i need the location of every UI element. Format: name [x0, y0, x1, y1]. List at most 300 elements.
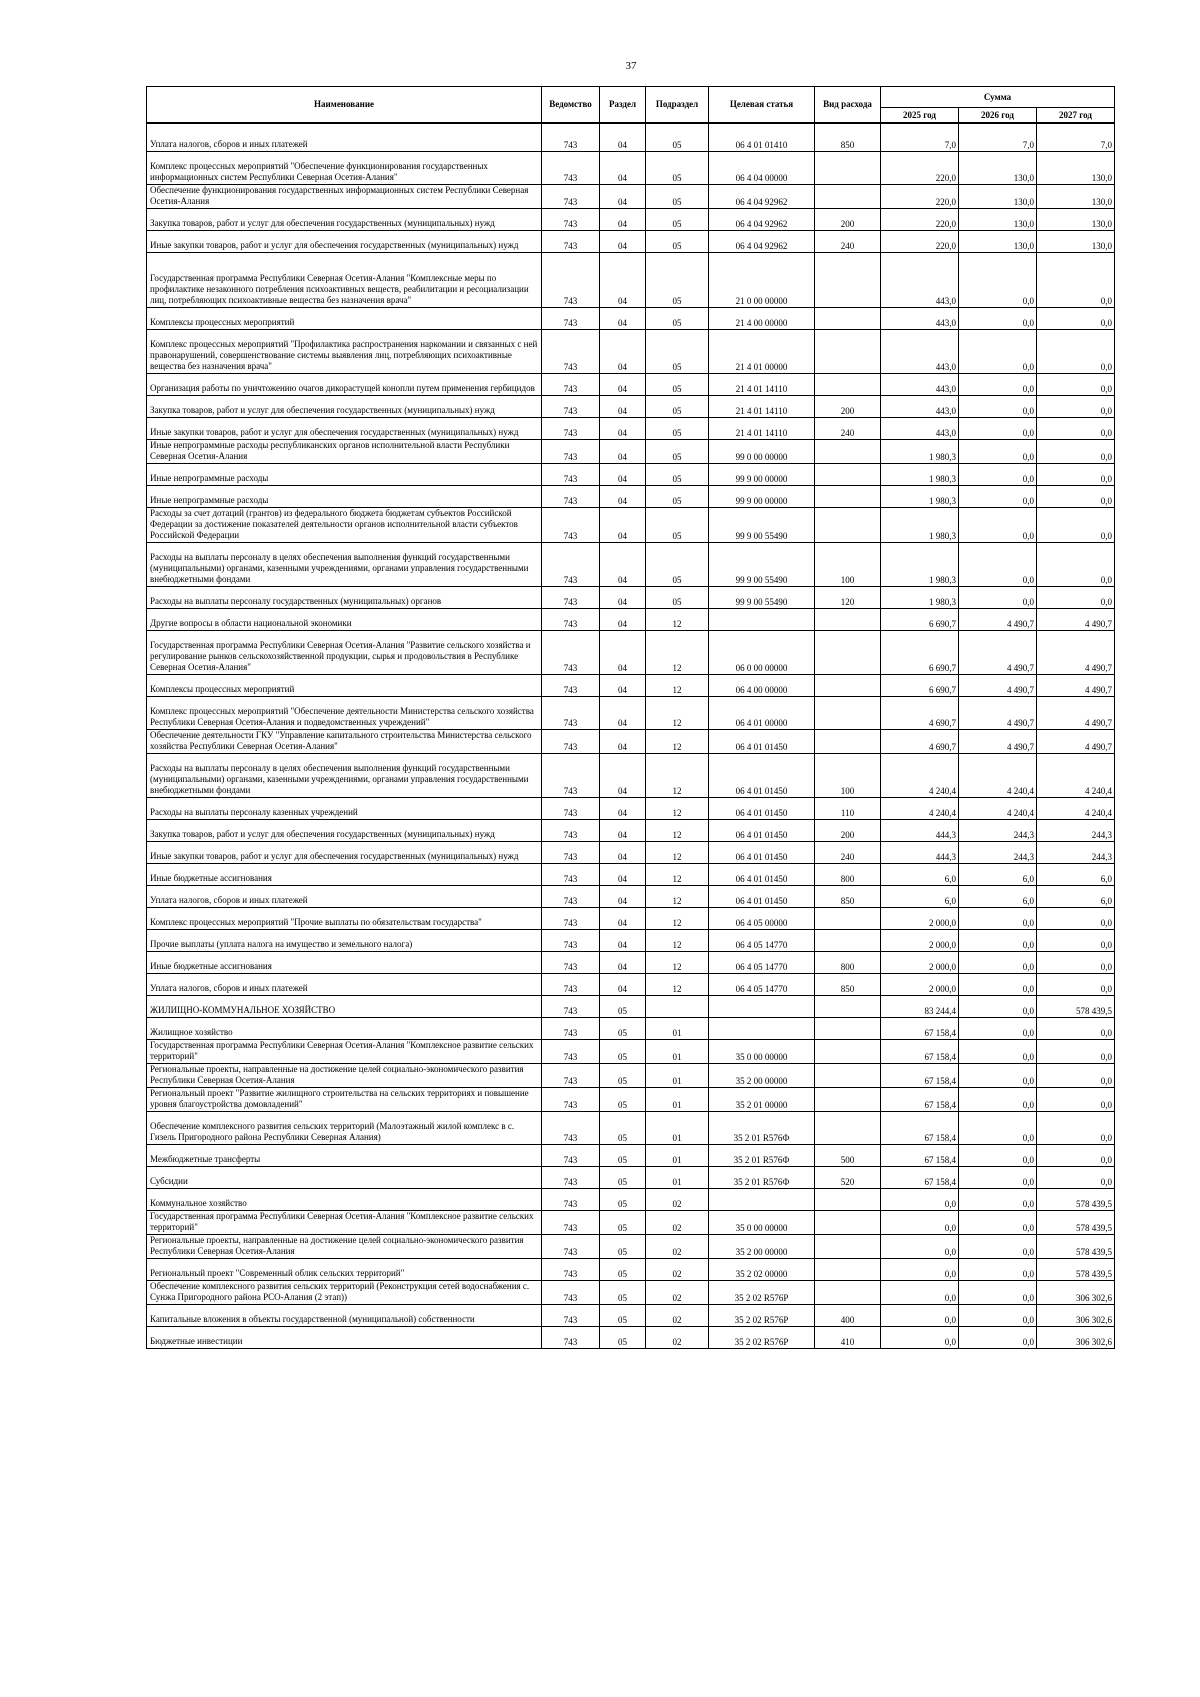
cell-subsection: 01: [646, 1017, 709, 1039]
cell-name: Обеспечение комплексного развития сельских территорий (Реконструкция сетей водоснабжения с. Сунжа Пригородного района РСО-Алания (2 этап)): [147, 1280, 542, 1304]
cell-section: 04: [600, 507, 646, 542]
cell-2025: 443,0: [881, 307, 959, 329]
table-row: [147, 1258, 1115, 1280]
cell-2027: 244,3: [1037, 841, 1115, 863]
cell-2025: 443,0: [881, 395, 959, 417]
cell-2026: 130,0: [959, 208, 1037, 230]
cell-name: Государственная программа Республики Северная Осетия-Алания "Комплексное развитие сельских территорий": [147, 1039, 542, 1063]
cell-2025: 220,0: [881, 230, 959, 252]
cell-2027: 0,0: [1037, 507, 1115, 542]
cell-target: 21 4 01 14110: [709, 417, 815, 439]
cell-2026: 0,0: [959, 485, 1037, 507]
cell-subsection: 12: [646, 674, 709, 696]
cell-2027: 0,0: [1037, 329, 1115, 373]
cell-dept: 743: [542, 608, 600, 630]
cell-type: [815, 252, 881, 307]
cell-2026: 0,0: [959, 395, 1037, 417]
table-row: [147, 485, 1115, 507]
cell-type: 800: [815, 863, 881, 885]
table-row: [147, 586, 1115, 608]
cell-dept: 743: [542, 1188, 600, 1210]
cell-2026: 0,0: [959, 1304, 1037, 1326]
cell-2027: 0,0: [1037, 907, 1115, 929]
table-row: [147, 1326, 1115, 1348]
cell-dept: 743: [542, 841, 600, 863]
header-dept: Ведомство: [542, 87, 600, 124]
cell-name: Межбюджетные трансферты: [147, 1144, 542, 1166]
cell-target: 06 0 00 00000: [709, 630, 815, 674]
cell-dept: 743: [542, 463, 600, 485]
table-row: [147, 1234, 1115, 1258]
cell-type: [815, 507, 881, 542]
cell-type: [815, 1188, 881, 1210]
table-row: [147, 819, 1115, 841]
cell-name: Комплексы процессных мероприятий: [147, 307, 542, 329]
cell-2027: 578 439,5: [1037, 1234, 1115, 1258]
cell-section: 04: [600, 929, 646, 951]
cell-2025: 7,0: [881, 123, 959, 151]
cell-2025: 444,3: [881, 819, 959, 841]
cell-dept: 743: [542, 885, 600, 907]
cell-subsection: 02: [646, 1188, 709, 1210]
cell-target: 99 9 00 55490: [709, 507, 815, 542]
cell-subsection: 12: [646, 841, 709, 863]
cell-2026: 0,0: [959, 463, 1037, 485]
cell-dept: 743: [542, 329, 600, 373]
cell-dept: 743: [542, 1087, 600, 1111]
cell-target: 99 9 00 00000: [709, 485, 815, 507]
cell-2025: 67 158,4: [881, 1017, 959, 1039]
cell-section: 04: [600, 395, 646, 417]
cell-2027: 4 490,7: [1037, 608, 1115, 630]
cell-target: 06 4 01 01450: [709, 753, 815, 797]
cell-target: 06 4 04 92962: [709, 230, 815, 252]
cell-2025: 0,0: [881, 1210, 959, 1234]
cell-subsection: 05: [646, 208, 709, 230]
cell-subsection: 05: [646, 230, 709, 252]
cell-section: 05: [600, 1280, 646, 1304]
cell-section: 04: [600, 184, 646, 208]
cell-target: [709, 1017, 815, 1039]
cell-dept: 743: [542, 951, 600, 973]
cell-2025: 4 240,4: [881, 753, 959, 797]
cell-2025: 67 158,4: [881, 1166, 959, 1188]
cell-2027: 578 439,5: [1037, 1210, 1115, 1234]
cell-dept: 743: [542, 151, 600, 184]
cell-2027: 7,0: [1037, 123, 1115, 151]
cell-type: 200: [815, 208, 881, 230]
cell-2025: 1 980,3: [881, 439, 959, 463]
cell-2025: 444,3: [881, 841, 959, 863]
cell-subsection: 12: [646, 951, 709, 973]
cell-type: 240: [815, 230, 881, 252]
cell-name: Государственная программа Республики Северная Осетия-Алания "Комплексное развитие сельских территорий": [147, 1210, 542, 1234]
cell-target: 06 4 04 92962: [709, 208, 815, 230]
cell-subsection: 02: [646, 1326, 709, 1348]
cell-section: 04: [600, 973, 646, 995]
table-row: [147, 1063, 1115, 1087]
table-row: [147, 951, 1115, 973]
cell-name: Субсидии: [147, 1166, 542, 1188]
cell-2025: 443,0: [881, 373, 959, 395]
cell-type: [815, 1234, 881, 1258]
cell-subsection: 01: [646, 1063, 709, 1087]
cell-target: 35 0 00 00000: [709, 1210, 815, 1234]
cell-subsection: 02: [646, 1258, 709, 1280]
cell-2026: 4 490,7: [959, 630, 1037, 674]
cell-section: 04: [600, 674, 646, 696]
cell-dept: 743: [542, 439, 600, 463]
cell-2027: 0,0: [1037, 1166, 1115, 1188]
cell-dept: 743: [542, 1017, 600, 1039]
cell-name: Обеспечение комплексного развития сельских территорий (Малоэтажный жилой комплекс в с. Гизель Пригородного района Республики Северная Алания): [147, 1111, 542, 1144]
cell-section: 05: [600, 1234, 646, 1258]
cell-name: Прочие выплаты (уплата налога на имущество и земельного налога): [147, 929, 542, 951]
cell-2026: 4 490,7: [959, 674, 1037, 696]
cell-section: 04: [600, 608, 646, 630]
cell-name: Иные закупки товаров, работ и услуг для обеспечения государственных (муниципальных) нужд: [147, 230, 542, 252]
cell-type: [815, 729, 881, 753]
cell-2025: 220,0: [881, 184, 959, 208]
cell-2027: 6,0: [1037, 863, 1115, 885]
cell-type: 100: [815, 753, 881, 797]
cell-type: 240: [815, 841, 881, 863]
cell-name: Уплата налогов, сборов и иных платежей: [147, 973, 542, 995]
table-row: [147, 973, 1115, 995]
cell-subsection: 12: [646, 797, 709, 819]
cell-target: 21 0 00 00000: [709, 252, 815, 307]
cell-subsection: 12: [646, 907, 709, 929]
cell-2027: 306 302,6: [1037, 1304, 1115, 1326]
table-row: [147, 1166, 1115, 1188]
cell-section: 05: [600, 1188, 646, 1210]
table-row: [147, 1017, 1115, 1039]
cell-2025: 0,0: [881, 1258, 959, 1280]
table-row: [147, 1210, 1115, 1234]
budget-table: [146, 86, 1115, 1349]
cell-section: 05: [600, 1304, 646, 1326]
cell-2025: 443,0: [881, 417, 959, 439]
cell-name: Коммунальное хозяйство: [147, 1188, 542, 1210]
cell-2027: 0,0: [1037, 1111, 1115, 1144]
cell-2027: 306 302,6: [1037, 1280, 1115, 1304]
cell-target: 06 4 05 00000: [709, 907, 815, 929]
cell-2027: 6,0: [1037, 885, 1115, 907]
cell-type: 240: [815, 417, 881, 439]
cell-target: 06 4 05 14770: [709, 951, 815, 973]
cell-type: [815, 329, 881, 373]
cell-dept: 743: [542, 507, 600, 542]
table-row: [147, 463, 1115, 485]
cell-target: 99 9 00 55490: [709, 586, 815, 608]
cell-subsection: 05: [646, 507, 709, 542]
cell-type: [815, 307, 881, 329]
table-row: [147, 507, 1115, 542]
cell-target: 35 2 00 00000: [709, 1234, 815, 1258]
cell-target: 35 2 01 R576Ф: [709, 1144, 815, 1166]
cell-target: [709, 1188, 815, 1210]
cell-name: Региональные проекты, направленные на достижение целей социально-экономического развития Республики Северная Осетия-Алания: [147, 1063, 542, 1087]
cell-subsection: 12: [646, 885, 709, 907]
cell-subsection: 05: [646, 439, 709, 463]
cell-type: 850: [815, 885, 881, 907]
cell-2025: 67 158,4: [881, 1087, 959, 1111]
cell-section: 04: [600, 230, 646, 252]
cell-section: 05: [600, 1111, 646, 1144]
cell-2027: 0,0: [1037, 373, 1115, 395]
cell-section: 04: [600, 463, 646, 485]
cell-type: [815, 674, 881, 696]
cell-section: 04: [600, 630, 646, 674]
cell-subsection: 02: [646, 1280, 709, 1304]
cell-section: 04: [600, 485, 646, 507]
cell-dept: 743: [542, 485, 600, 507]
cell-subsection: 05: [646, 252, 709, 307]
cell-type: [815, 1280, 881, 1304]
cell-name: Капитальные вложения в объекты государственной (муниципальной) собственности: [147, 1304, 542, 1326]
cell-dept: 743: [542, 184, 600, 208]
table-row: [147, 329, 1115, 373]
cell-2025: 220,0: [881, 208, 959, 230]
cell-subsection: 05: [646, 586, 709, 608]
cell-target: 06 4 01 01450: [709, 841, 815, 863]
cell-subsection: 12: [646, 630, 709, 674]
cell-name: Бюджетные инвестиции: [147, 1326, 542, 1348]
cell-2026: 0,0: [959, 507, 1037, 542]
cell-section: 04: [600, 417, 646, 439]
header-sum: Сумма: [881, 87, 1115, 108]
table-row: [147, 151, 1115, 184]
cell-section: 04: [600, 819, 646, 841]
cell-target: 35 0 00 00000: [709, 1039, 815, 1063]
table-row: [147, 542, 1115, 586]
cell-target: 99 0 00 00000: [709, 439, 815, 463]
cell-dept: 743: [542, 1234, 600, 1258]
cell-type: [815, 1087, 881, 1111]
cell-subsection: 05: [646, 485, 709, 507]
table-row: [147, 1188, 1115, 1210]
cell-2027: 0,0: [1037, 485, 1115, 507]
cell-name: Обеспечение функционирования государственных информационных систем Республики Северная Осетия-Алания: [147, 184, 542, 208]
cell-2027: 130,0: [1037, 184, 1115, 208]
cell-2026: 0,0: [959, 373, 1037, 395]
cell-2027: 0,0: [1037, 542, 1115, 586]
table-row: [147, 373, 1115, 395]
cell-2026: 0,0: [959, 586, 1037, 608]
table-row: [147, 439, 1115, 463]
cell-dept: 743: [542, 1304, 600, 1326]
cell-target: 06 4 00 00000: [709, 674, 815, 696]
cell-dept: 743: [542, 863, 600, 885]
cell-target: 35 2 01 R576Ф: [709, 1111, 815, 1144]
cell-subsection: 02: [646, 1210, 709, 1234]
cell-subsection: 01: [646, 1087, 709, 1111]
cell-name: Другие вопросы в области национальной экономики: [147, 608, 542, 630]
cell-2026: 244,3: [959, 841, 1037, 863]
cell-dept: 743: [542, 995, 600, 1017]
cell-2026: 0,0: [959, 439, 1037, 463]
cell-type: [815, 929, 881, 951]
cell-2025: 0,0: [881, 1234, 959, 1258]
cell-2027: 130,0: [1037, 208, 1115, 230]
cell-name: Уплата налогов, сборов и иных платежей: [147, 123, 542, 151]
cell-dept: 743: [542, 417, 600, 439]
cell-type: [815, 151, 881, 184]
cell-subsection: 02: [646, 1234, 709, 1258]
cell-2025: 4 690,7: [881, 729, 959, 753]
cell-2025: 443,0: [881, 329, 959, 373]
cell-2026: 0,0: [959, 907, 1037, 929]
cell-section: 05: [600, 1087, 646, 1111]
cell-target: 35 2 01 R576Ф: [709, 1166, 815, 1188]
cell-name: Организация работы по уничтожению очагов дикорастущей конопли путем применения гербицидов: [147, 373, 542, 395]
cell-2027: 0,0: [1037, 1017, 1115, 1039]
cell-2027: 4 490,7: [1037, 729, 1115, 753]
cell-name: Региональный проект "Современный облик сельских территорий": [147, 1258, 542, 1280]
cell-2026: 0,0: [959, 1210, 1037, 1234]
cell-target: 06 4 01 01450: [709, 819, 815, 841]
cell-subsection: 05: [646, 329, 709, 373]
cell-type: [815, 1258, 881, 1280]
cell-subsection: 12: [646, 753, 709, 797]
cell-name: ЖИЛИЩНО-КОММУНАЛЬНОЕ ХОЗЯЙСТВО: [147, 995, 542, 1017]
table-row: [147, 797, 1115, 819]
cell-dept: 743: [542, 1063, 600, 1087]
cell-dept: 743: [542, 907, 600, 929]
cell-name: Государственная программа Республики Северная Осетия-Алания "Развитие сельского хозяйства и регулирование рынков сельскохозяйственной продукции, сырья и продовольствия в Республике Северная Осетия-Алания": [147, 630, 542, 674]
cell-target: 35 2 00 00000: [709, 1063, 815, 1087]
cell-dept: 743: [542, 123, 600, 151]
cell-target: 06 4 05 14770: [709, 973, 815, 995]
cell-2025: 443,0: [881, 252, 959, 307]
cell-section: 04: [600, 208, 646, 230]
cell-section: 04: [600, 797, 646, 819]
cell-section: 04: [600, 863, 646, 885]
header-section: Раздел: [600, 87, 646, 124]
cell-subsection: 05: [646, 417, 709, 439]
cell-section: 04: [600, 439, 646, 463]
cell-2026: 0,0: [959, 951, 1037, 973]
cell-2026: 0,0: [959, 929, 1037, 951]
cell-name: Иные закупки товаров, работ и услуг для обеспечения государственных (муниципальных) нужд: [147, 841, 542, 863]
cell-2025: 0,0: [881, 1326, 959, 1348]
cell-type: [815, 995, 881, 1017]
cell-2026: 0,0: [959, 1063, 1037, 1087]
cell-name: Иные непрограммные расходы: [147, 463, 542, 485]
cell-target: 21 4 01 00000: [709, 329, 815, 373]
cell-subsection: 01: [646, 1166, 709, 1188]
table-row: [147, 995, 1115, 1017]
table-row: [147, 1280, 1115, 1304]
cell-target: 06 4 01 01450: [709, 863, 815, 885]
cell-target: 06 4 01 00000: [709, 696, 815, 729]
cell-name: Жилищное хозяйство: [147, 1017, 542, 1039]
cell-2026: 0,0: [959, 1234, 1037, 1258]
cell-dept: 743: [542, 729, 600, 753]
cell-2027: 0,0: [1037, 951, 1115, 973]
cell-2026: 0,0: [959, 329, 1037, 373]
cell-target: [709, 995, 815, 1017]
header-name: Наименование: [147, 87, 542, 124]
cell-2026: 0,0: [959, 1280, 1037, 1304]
cell-type: [815, 1017, 881, 1039]
cell-dept: 743: [542, 630, 600, 674]
cell-2026: 130,0: [959, 184, 1037, 208]
cell-type: 110: [815, 797, 881, 819]
cell-2026: 6,0: [959, 885, 1037, 907]
header-target: Целевая статья: [709, 87, 815, 124]
cell-2025: 83 244,4: [881, 995, 959, 1017]
cell-type: 400: [815, 1304, 881, 1326]
table-row: [147, 630, 1115, 674]
cell-name: Комплекс процессных мероприятий "Профилактика распространения наркомании и связанных с ней правонарушений, совершенствование системы выявления лиц, потребляющих психоактивные вещества без назначения врача": [147, 329, 542, 373]
cell-2025: 220,0: [881, 151, 959, 184]
cell-type: [815, 1063, 881, 1087]
cell-name: Региональные проекты, направленные на достижение целей социально-экономического развития Республики Северная Осетия-Алания: [147, 1234, 542, 1258]
cell-2026: 0,0: [959, 1166, 1037, 1188]
cell-name: Комплекс процессных мероприятий "Обеспечение деятельности Министерства сельского хозяйства Республики Северная Осетия-Алания и подведомственных учреждений": [147, 696, 542, 729]
cell-section: 05: [600, 1017, 646, 1039]
cell-section: 05: [600, 1063, 646, 1087]
cell-name: Расходы за счет дотаций (грантов) из федерального бюджета бюджетам субъектов Российской Федерации за достижение показателей деятельности органов исполнительной власти субъектов Российской Федерации: [147, 507, 542, 542]
cell-name: Комплекс процессных мероприятий "Прочие выплаты по обязательствам государства": [147, 907, 542, 929]
cell-2026: 0,0: [959, 542, 1037, 586]
cell-target: 06 4 04 00000: [709, 151, 815, 184]
table-row: [147, 252, 1115, 307]
cell-2026: 0,0: [959, 1111, 1037, 1144]
cell-section: 04: [600, 951, 646, 973]
cell-name: Иные непрограммные расходы республиканских органов исполнительной власти Республики Северная Осетия-Алания: [147, 439, 542, 463]
cell-2027: 4 490,7: [1037, 674, 1115, 696]
cell-target: [709, 608, 815, 630]
cell-section: 04: [600, 907, 646, 929]
cell-subsection: 05: [646, 542, 709, 586]
cell-2025: 67 158,4: [881, 1063, 959, 1087]
cell-dept: 743: [542, 373, 600, 395]
cell-name: Расходы на выплаты персоналу государственных (муниципальных) органов: [147, 586, 542, 608]
cell-2026: 130,0: [959, 151, 1037, 184]
cell-name: Иные непрограммные расходы: [147, 485, 542, 507]
table-row: [147, 417, 1115, 439]
cell-2025: 6 690,7: [881, 674, 959, 696]
cell-2026: 0,0: [959, 307, 1037, 329]
cell-dept: 743: [542, 1326, 600, 1348]
cell-2027: 130,0: [1037, 151, 1115, 184]
cell-2025: 1 980,3: [881, 586, 959, 608]
header-subsection: Подраздел: [646, 87, 709, 124]
cell-name: Комплекс процессных мероприятий "Обеспечение функционирования государственных информационных систем Республики Северная Осетия-Алания": [147, 151, 542, 184]
cell-type: [815, 184, 881, 208]
cell-2025: 2 000,0: [881, 929, 959, 951]
cell-2025: 6 690,7: [881, 630, 959, 674]
cell-section: 04: [600, 373, 646, 395]
table-row: [147, 907, 1115, 929]
budget-table-container: [146, 86, 1114, 1349]
table-row: [147, 1039, 1115, 1063]
cell-type: [815, 439, 881, 463]
cell-name: Расходы на выплаты персоналу в целях обеспечения выполнения функций государственными (муниципальными) органами, казенными учреждениями, органами управления государственными внебюджетными фондами: [147, 753, 542, 797]
cell-type: 520: [815, 1166, 881, 1188]
cell-2027: 0,0: [1037, 1063, 1115, 1087]
cell-dept: 743: [542, 696, 600, 729]
cell-2026: 0,0: [959, 1144, 1037, 1166]
table-row: [147, 863, 1115, 885]
cell-type: [815, 463, 881, 485]
cell-2026: 0,0: [959, 1258, 1037, 1280]
cell-dept: 743: [542, 674, 600, 696]
cell-target: 06 4 01 01450: [709, 729, 815, 753]
cell-subsection: 12: [646, 929, 709, 951]
